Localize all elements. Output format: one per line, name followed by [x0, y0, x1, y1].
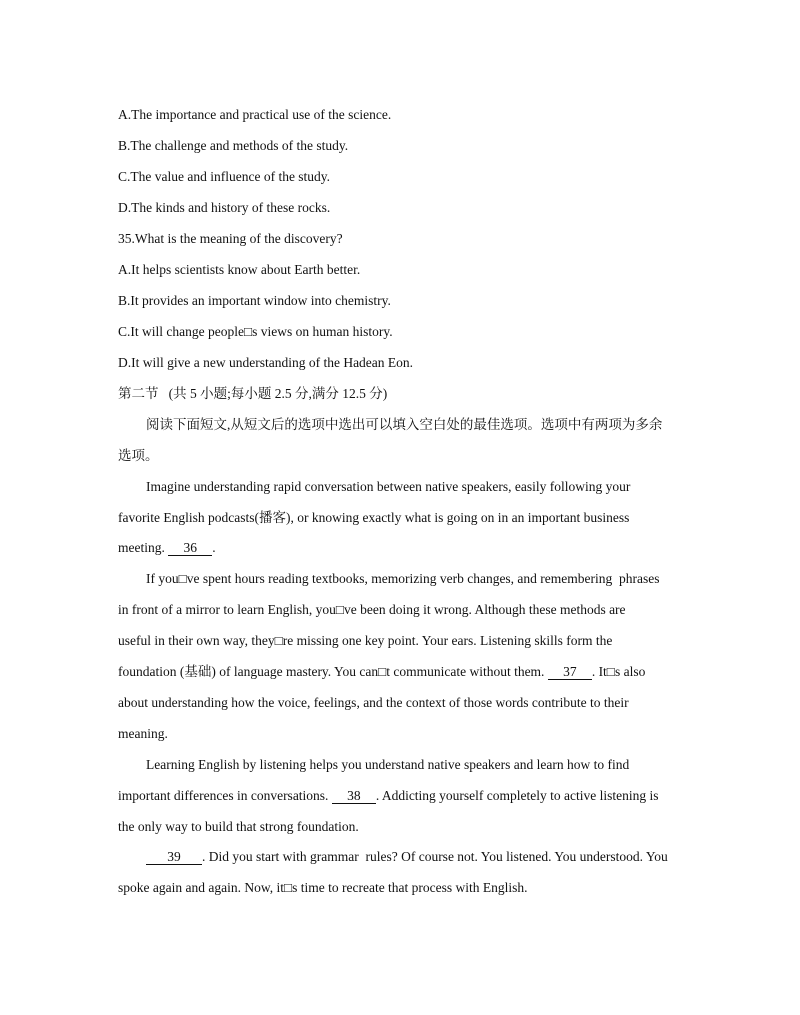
option-b-35: B.It provides an important window into chemistry.	[118, 293, 391, 308]
option-c-35: C.It will change people□s views on human history.	[118, 324, 393, 339]
section-instruction-line1: 阅读下面短文,从短文后的选项中选出可以填入空白处的最佳选项。选项中有两项为多余	[146, 417, 663, 432]
passage-text: important differences in conversations.	[118, 788, 332, 803]
option-d-34: D.The kinds and history of these rocks.	[118, 200, 331, 215]
section-heading: 第二节 (共 5 小题;每小题 2.5 分,满分 12.5 分)	[118, 386, 388, 401]
passage-p2-line6: meaning.	[118, 726, 168, 741]
passage-text: . Addicting yourself completely to active listening is	[375, 788, 659, 803]
passage-p1-line3	[118, 540, 216, 556]
passage-p2-line1: If you□ve spent hours reading textbooks, memorizing verb changes, and remembering phrases	[146, 571, 660, 586]
option-d-35: D.It will give a new understanding of the Hadean Eon.	[118, 355, 414, 370]
passage-p2-line4	[118, 664, 645, 680]
passage-p4-line2: spoke again and again. Now, it□s time to recreate that process with English.	[118, 880, 528, 895]
passage-text: . It□s also	[591, 664, 646, 679]
option-b-34: B.The challenge and methods of the study.	[118, 138, 349, 153]
passage-p3-line2	[118, 788, 659, 804]
blank-36: 36	[168, 540, 212, 556]
option-c-34: C.The value and influence of the study.	[118, 169, 331, 184]
passage-p2-line3: useful in their own way, they□re missing one key point. Your ears. Listening skills form the	[118, 633, 613, 648]
passage-p3-line1: Learning English by listening helps you understand native speakers and learn how to find	[146, 757, 630, 772]
option-a-34: A.The importance and practical use of the science.	[118, 107, 392, 122]
option-a-35: A.It helps scientists know about Earth better.	[118, 262, 361, 277]
passage-p4-line1	[146, 849, 668, 865]
passage-text: . Did you start with grammar rules? Of course not. You listened. You understood. You	[202, 849, 668, 864]
section-instruction-line2: 选项。	[118, 448, 159, 463]
passage-p2-line5: about understanding how the voice, feelings, and the context of those words contribute to their	[118, 695, 629, 710]
passage-p1-line2: favorite English podcasts(播客), or knowing exactly what is going on in an important business	[118, 510, 630, 525]
blank-38: 38	[332, 788, 376, 804]
passage-p2-line2: in front of a mirror to learn English, you□ve been doing it wrong. Although these methods are	[118, 602, 626, 617]
passage-p3-line3: the only way to build that strong foundation.	[118, 819, 359, 834]
blank-37: 37	[548, 664, 592, 680]
passage-text: meeting.	[118, 540, 169, 555]
question-35-stem: 35.What is the meaning of the discovery?	[118, 231, 343, 246]
blank-39: 39	[146, 849, 202, 865]
passage-text: foundation (基础) of language mastery. You can□t communicate without them.	[118, 664, 548, 679]
passage-p1-line1: Imagine understanding rapid conversation between native speakers, easily following your	[146, 479, 631, 494]
passage-text: .	[212, 540, 216, 555]
